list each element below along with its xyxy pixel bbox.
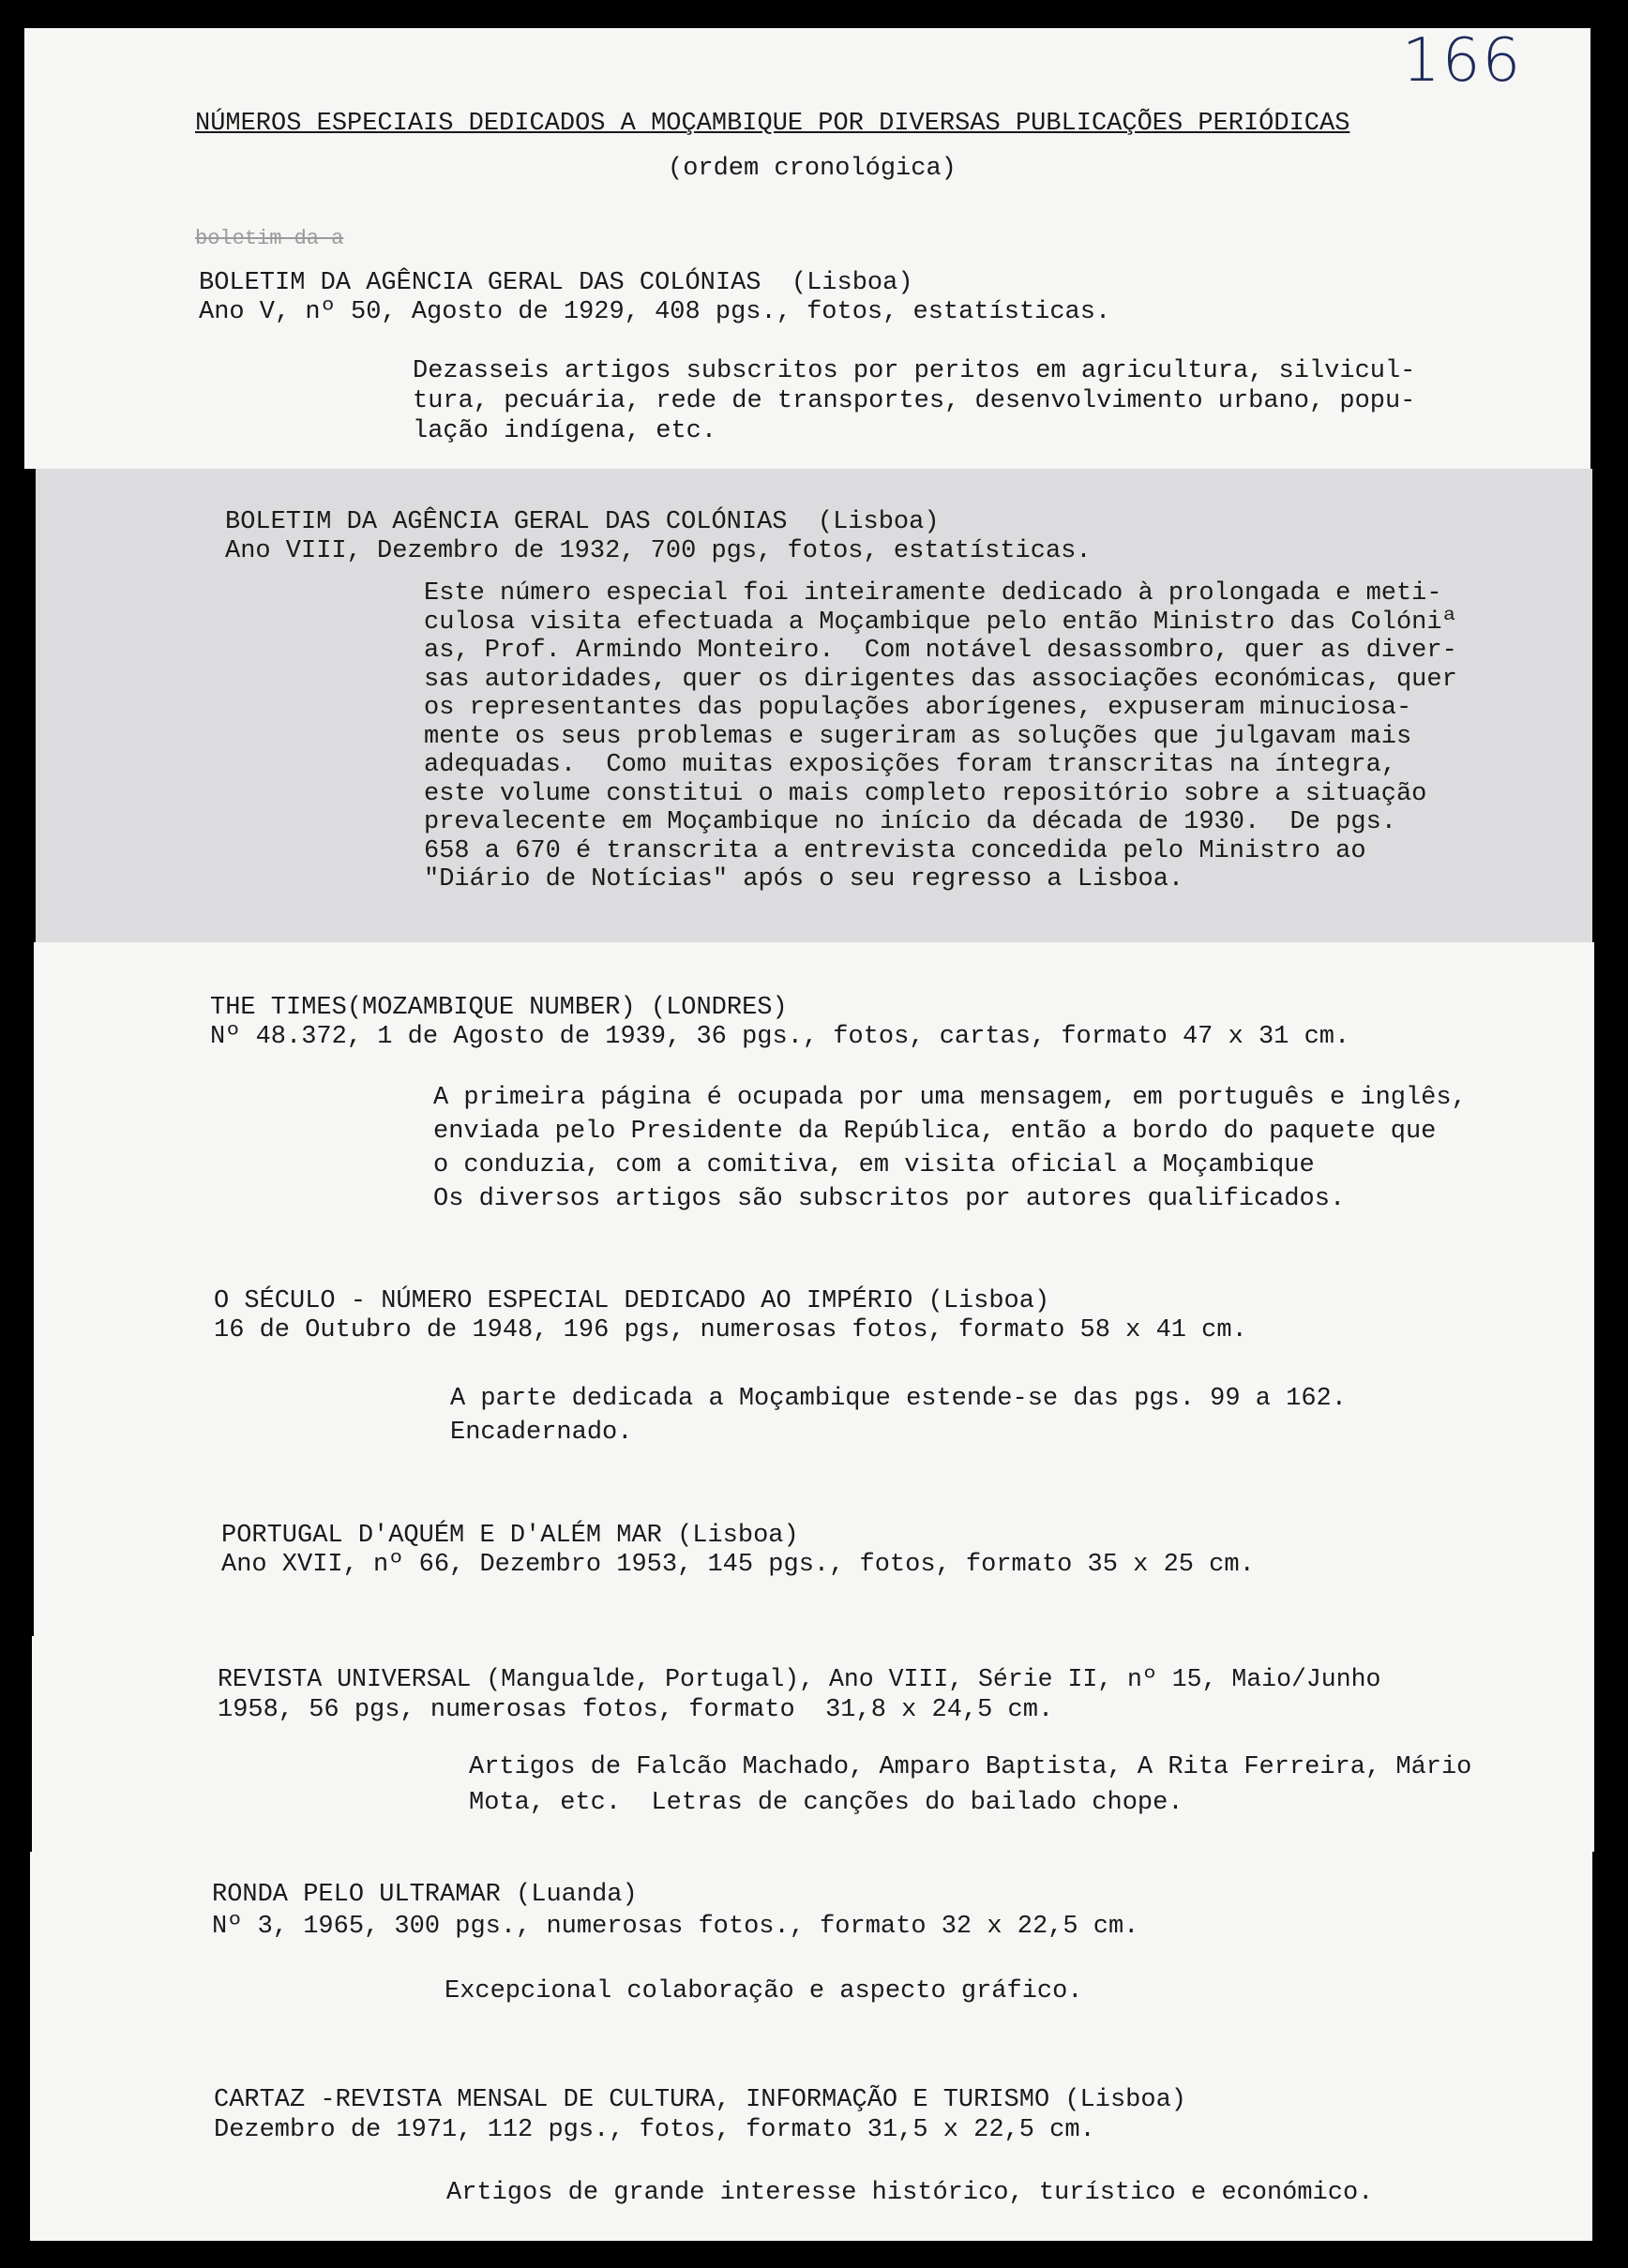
entry-title: PORTUGAL D'AQUÉM E D'ALÉM MAR (Lisboa): [221, 1522, 799, 1550]
entry-title: BOLETIM DA AGÊNCIA GERAL DAS COLÓNIAS (Lisboa): [199, 269, 913, 297]
page-subtitle: (ordem cronológica): [668, 155, 957, 183]
entry-details: Ano V, nº 50, Agosto de 1929, 408 pgs., fotos, estatísticas.: [199, 298, 1111, 326]
entry-title: BOLETIM DA AGÊNCIA GERAL DAS COLÓNIAS (Lisboa): [225, 508, 940, 536]
entry-description: Este número especial foi inteiramente dedicado à prolongada e meti- culosa visita efectuada a Moçambique pelo então Ministro das Colóniª as, Prof. Armindo Monteiro. Com notável desassombro, quer as diver- sas autoridades, quer os dirigentes das associações económicas, quer os representantes das populações aborígenes, expuseram minuciosa- mente os seus problemas e sugeriram as soluções que julgavam mais adequadas. Como muitas exposições foram transcritas na íntegra, este volume constitui o mais completo repositório sobre a situação prevalecente em Moçambique no início da década de 1930. De pgs. 658 a 670 é transcrita a entrevista concedida pelo Ministro ao "Diário de Notícias" após o seu regresso a Lisboa.: [424, 579, 1457, 894]
entry-title: REVISTA UNIVERSAL (Mangualde, Portugal), Ano VIII, Série II, nº 15, Maio/Junho: [218, 1665, 1381, 1693]
entry-title: THE TIMES(MOZAMBIQUE NUMBER) (LONDRES): [210, 994, 788, 1022]
entry-details: Nº 3, 1965, 300 pgs., numerosas fotos., formato 32 x 22,5 cm.: [212, 1913, 1139, 1941]
entry-details: Nº 48.372, 1 de Agosto de 1939, 36 pgs., fotos, cartas, formato 47 x 31 cm.: [210, 1023, 1350, 1051]
handwritten-page-number: 166: [1402, 26, 1523, 96]
entry-details: Dezembro de 1971, 112 pgs., fotos, formato 31,5 x 22,5 cm.: [214, 2116, 1095, 2144]
page-title: NÚMEROS ESPECIAIS DEDICADOS A MOÇAMBIQUE POR DIVERSAS PUBLICAÇÕES PERIÓDICAS: [195, 110, 1350, 138]
entry-description: Artigos de grande interesse histórico, turístico e económico.: [446, 2179, 1374, 2207]
entry-description: A primeira página é ocupada por uma mensagem, em português e inglês, enviada pelo Presidente da República, então a bordo do paquete que o conduzia, com a comitiva, em visita oficial a Moçambique Os diversos artigos são subscritos por autores qualificados.: [433, 1084, 1467, 1213]
entry-details: 1958, 56 pgs, numerosas fotos, formato 31,8 x 24,5 cm.: [218, 1696, 1054, 1724]
entry-details: Ano VIII, Dezembro de 1932, 700 pgs, fotos, estatísticas.: [225, 537, 1092, 565]
entry-title: CARTAZ -REVISTA MENSAL DE CULTURA, INFORMAÇÃO E TURISMO (Lisboa): [214, 2086, 1186, 2114]
entry-description: Artigos de Falcão Machado, Amparo Baptista, A Rita Ferreira, Mário Mota, etc. Letras de canções do bailado chope.: [469, 1753, 1472, 1817]
entry-title: O SÉCULO - NÚMERO ESPECIAL DEDICADO AO IMPÉRIO (Lisboa): [214, 1287, 1050, 1315]
crossed-out-text: boletim da a: [195, 227, 344, 250]
entry-description: Dezasseis artigos subscritos por peritos em agricultura, silvicul- tura, pecuária, rede de transportes, desenvolvimento urbano, popu- lação indígena, etc.: [413, 357, 1416, 445]
entry-title: RONDA PELO ULTRAMAR (Luanda): [212, 1881, 638, 1909]
entry-details: 16 de Outubro de 1948, 196 pgs, numerosas fotos, formato 58 x 41 cm.: [214, 1316, 1247, 1344]
entry-description: A parte dedicada a Moçambique estende-se das pgs. 99 a 162. Encadernado.: [450, 1385, 1347, 1447]
entry-description: Excepcional colaboração e aspecto gráfico.: [445, 1977, 1083, 2005]
entry-details: Ano XVII, nº 66, Dezembro 1953, 145 pgs., fotos, formato 35 x 25 cm.: [221, 1551, 1255, 1579]
